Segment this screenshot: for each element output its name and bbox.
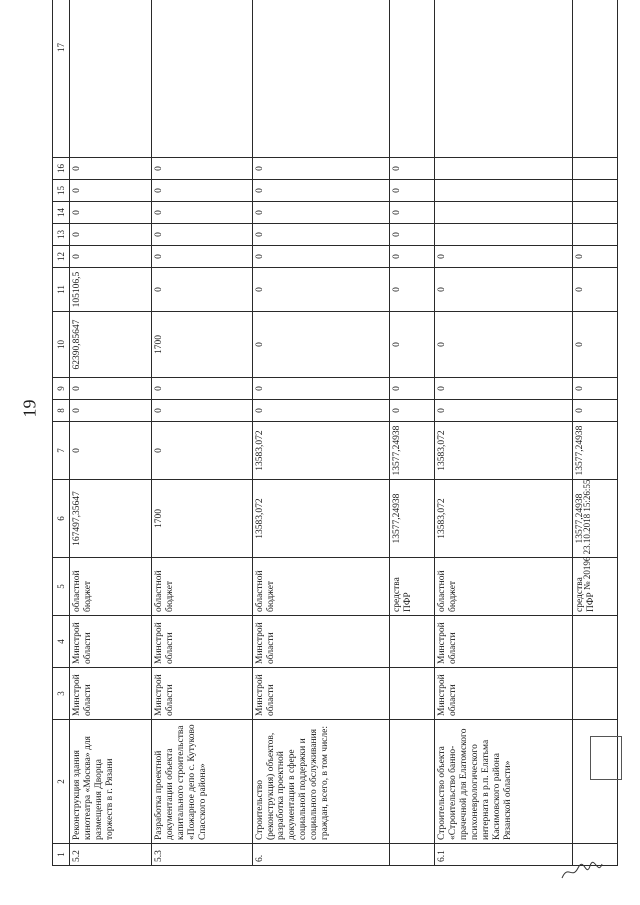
column-header: 5	[53, 558, 70, 616]
table-cell: 0	[70, 158, 152, 180]
table-cell	[252, 0, 389, 158]
column-header: 3	[53, 668, 70, 720]
table-cell: 0	[252, 400, 389, 422]
table-cell: 6.1	[435, 844, 572, 866]
column-header: 7	[53, 422, 70, 480]
table-cell	[152, 0, 253, 158]
table-cell: 0	[152, 202, 253, 224]
table-cell: 0	[70, 378, 152, 400]
table-cell: областной бюджет	[152, 558, 253, 616]
handwritten-mark	[560, 860, 604, 882]
table-cell: Минстрой области	[252, 668, 389, 720]
table-cell: средства ПФР	[572, 558, 617, 616]
table-cell: Минстрой области	[435, 616, 572, 668]
table-cell: 13577,24938	[390, 480, 435, 558]
table-cell: Реконструкция здания кинотеатра «Москва» для размещения Дворца торжеств в г. Рязани	[70, 720, 152, 844]
table-cell	[435, 180, 572, 202]
column-header: 1	[53, 844, 70, 866]
table-cell: 0	[390, 180, 435, 202]
table-cell: 0	[152, 224, 253, 246]
table-cell: Разработка проектной документации объекта капитального строительства «Пожарное депо с. Кутуково Спасского района»	[152, 720, 253, 844]
table-cell: 13583,072	[252, 422, 389, 480]
table-cell: 13577,24938	[572, 480, 617, 558]
table-cell: 13577,24938	[390, 422, 435, 480]
table-cell: 0	[252, 268, 389, 312]
table-cell: 0	[390, 224, 435, 246]
table-cell: 13583,072	[435, 480, 572, 558]
table-cell: 5.2	[70, 844, 152, 866]
column-header: 11	[53, 268, 70, 312]
table-cell: 13577,24938	[572, 422, 617, 480]
table-cell: 1700	[152, 312, 253, 378]
rotated-table-sheet	[52, 18, 618, 866]
table-cell: 0	[252, 378, 389, 400]
table-cell: 0	[152, 158, 253, 180]
table-cell: 0	[70, 422, 152, 480]
table-cell: Минстрой области	[70, 616, 152, 668]
table-cell: 0	[252, 224, 389, 246]
table-cell	[572, 180, 617, 202]
table-cell	[572, 158, 617, 180]
registration-stamp	[590, 736, 622, 780]
column-header: 10	[53, 312, 70, 378]
table-cell: 0	[152, 246, 253, 268]
table-cell: 0	[70, 246, 152, 268]
column-header: 15	[53, 180, 70, 202]
table-cell: 0	[572, 268, 617, 312]
table-cell: 0	[435, 268, 572, 312]
column-header: 16	[53, 158, 70, 180]
table-cell: средства ПФР	[390, 558, 435, 616]
table-cell: 6.	[252, 844, 389, 866]
table-cell: 1700	[152, 480, 253, 558]
table-cell	[390, 616, 435, 668]
table-cell	[435, 158, 572, 180]
table-cell: 0	[390, 158, 435, 180]
table-cell	[70, 0, 152, 158]
table-cell	[435, 202, 572, 224]
table-cell	[435, 224, 572, 246]
table-cell	[572, 202, 617, 224]
table-cell: 0	[390, 312, 435, 378]
column-header: 17	[53, 0, 70, 158]
table-cell: 0	[152, 268, 253, 312]
table-cell: 0	[435, 312, 572, 378]
table-cell: 0	[70, 202, 152, 224]
header-row	[53, 0, 70, 866]
table-cell: 0	[70, 400, 152, 422]
column-header: 8	[53, 400, 70, 422]
table-row	[152, 0, 253, 866]
table-cell	[572, 0, 617, 158]
table-cell: 0	[572, 246, 617, 268]
table-cell	[572, 668, 617, 720]
table-cell: 0	[70, 224, 152, 246]
table-cell: Минстрой области	[252, 616, 389, 668]
table-cell: 0	[252, 180, 389, 202]
table-cell: Минстрой области	[70, 668, 152, 720]
table-cell: 0	[252, 312, 389, 378]
table-cell: 0	[390, 400, 435, 422]
electronic-signature-text: № 20196 23.10.2018 15:26:55	[582, 479, 592, 590]
table-cell	[435, 0, 572, 158]
table-cell: 0	[252, 202, 389, 224]
table-cell: 0	[572, 400, 617, 422]
table-cell: 105106,5	[70, 268, 152, 312]
table-cell: 62390,85647	[70, 312, 152, 378]
table-row	[390, 0, 435, 866]
table-cell: 0	[152, 422, 253, 480]
table-cell: 0	[252, 246, 389, 268]
table-cell	[572, 224, 617, 246]
column-header: 14	[53, 202, 70, 224]
table-cell: 0	[70, 180, 152, 202]
column-header: 2	[53, 720, 70, 844]
table-cell: 0	[152, 378, 253, 400]
table-cell: Минстрой области	[152, 616, 253, 668]
table-row	[435, 0, 572, 866]
table-row	[252, 0, 389, 866]
table-cell: областной бюджет	[435, 558, 572, 616]
table-cell: 0	[572, 312, 617, 378]
table-cell: Минстрой области	[435, 668, 572, 720]
table-cell: 0	[572, 378, 617, 400]
page-number: 19	[19, 399, 40, 418]
table-cell: 0	[152, 180, 253, 202]
column-header: 13	[53, 224, 70, 246]
program-table	[52, 0, 618, 866]
column-header: 12	[53, 246, 70, 268]
table-cell	[390, 668, 435, 720]
table-row	[70, 0, 152, 866]
table-cell: областной бюджет	[70, 558, 152, 616]
table-cell: 0	[390, 246, 435, 268]
table-cell: Минстрой области	[152, 668, 253, 720]
table-cell: 5.3	[152, 844, 253, 866]
table-cell: 0	[435, 400, 572, 422]
table-cell: 0	[390, 268, 435, 312]
column-header: 6	[53, 480, 70, 558]
table-cell: 0	[390, 378, 435, 400]
table-cell: 167497,35647	[70, 480, 152, 558]
table-cell: 0	[152, 400, 253, 422]
table-cell	[390, 844, 435, 866]
table-cell: 0	[252, 158, 389, 180]
column-header: 4	[53, 616, 70, 668]
table-cell	[390, 0, 435, 158]
table-cell: областной бюджет	[252, 558, 389, 616]
table-cell: 13583,072	[435, 422, 572, 480]
table-cell	[572, 616, 617, 668]
table-cell: Строительство объекта «Строительство банно-прачечной для Елатомского психоневрологического интерната в р.п. Елатьма Касимовского района Рязанской области»	[435, 720, 572, 844]
table-cell: 0	[435, 378, 572, 400]
table-cell: Строительство (реконструкция) объектов, разработка проектной документации в сфере социальной поддержки и социального обслуживания граждан, всего, в том числе:	[252, 720, 389, 844]
table-cell: 13583,072	[252, 480, 389, 558]
column-header: 9	[53, 378, 70, 400]
table-cell: 0	[435, 246, 572, 268]
table-cell	[390, 720, 435, 844]
table-cell: 0	[390, 202, 435, 224]
